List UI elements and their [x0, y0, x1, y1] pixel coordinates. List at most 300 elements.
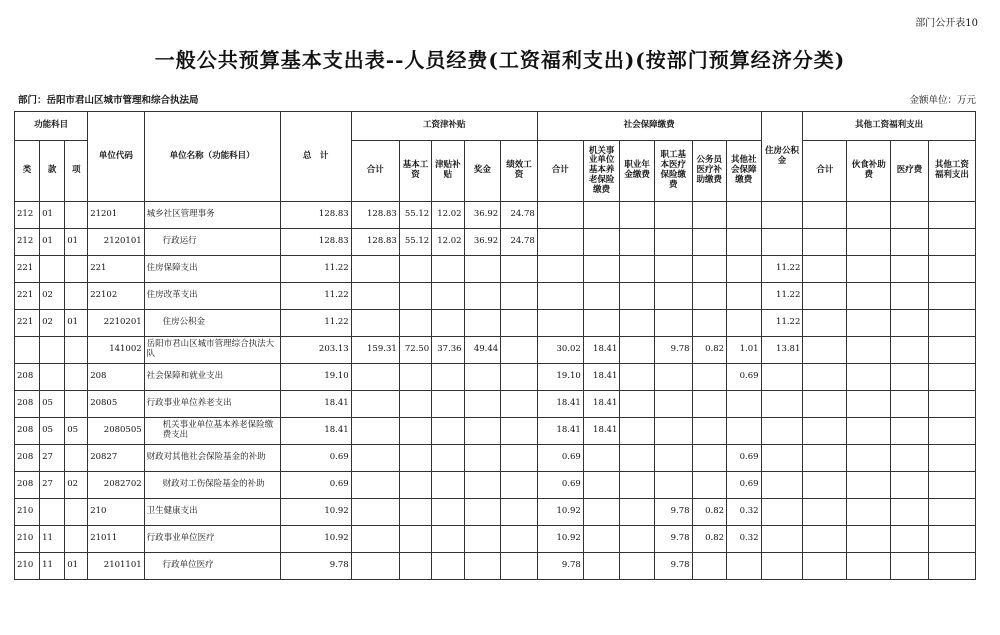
cell-medical: [654, 229, 692, 256]
cell-bonus: [464, 553, 501, 580]
header-lei: 类: [15, 141, 40, 202]
cell-lei: 208: [15, 364, 40, 391]
cell-performance: [501, 472, 538, 499]
cell-other-total: [803, 229, 847, 256]
cell-social-total: 30.02: [537, 337, 583, 364]
header-social-group: 社会保障缴费: [537, 112, 761, 141]
cell-kuan: 11: [40, 553, 65, 580]
cell-unit-name: 行政事业单位医疗: [144, 526, 280, 553]
cell-performance: 24.78: [501, 202, 538, 229]
cell-unit-name: 卫生健康支出: [144, 499, 280, 526]
cell-basic-wage: [399, 364, 431, 391]
cell-unit-code: 22102: [88, 283, 144, 310]
cell-civil-medical: [692, 310, 727, 337]
cell-other-social: 0.32: [727, 499, 762, 526]
cell-pension: 18.41: [583, 391, 620, 418]
cell-pension: [583, 553, 620, 580]
cell-other-welfare: [928, 472, 975, 499]
cell-performance: [501, 553, 538, 580]
cell-wage-total: [351, 445, 399, 472]
header-wage-group: 工资津补贴: [351, 112, 537, 141]
cell-kuan: 05: [40, 391, 65, 418]
cell-unit-code: 208: [88, 364, 144, 391]
cell-xiang: [65, 364, 88, 391]
cell-other-social: [727, 553, 762, 580]
cell-social-total: [537, 256, 583, 283]
budget-table: [14, 111, 976, 580]
cell-allowance: [432, 310, 464, 337]
cell-medical-fee: [891, 202, 929, 229]
cell-wage-total: [351, 391, 399, 418]
table-row: [15, 445, 976, 472]
cell-wage-total: [351, 310, 399, 337]
cell-basic-wage: [399, 310, 431, 337]
cell-unit-name: 行政运行: [144, 229, 280, 256]
cell-unit-name: 岳阳市君山区城市管理综合执法大队: [144, 337, 280, 364]
cell-medical-fee: [891, 526, 929, 553]
cell-bonus: [464, 364, 501, 391]
cell-bonus: 49.44: [464, 337, 501, 364]
cell-wage-total: 159.31: [351, 337, 399, 364]
cell-xiang: 05: [65, 418, 88, 445]
cell-other-welfare: [928, 283, 975, 310]
cell-medical: [654, 202, 692, 229]
cell-unit-code: 20827: [88, 445, 144, 472]
cell-basic-wage: [399, 553, 431, 580]
cell-bonus: [464, 499, 501, 526]
cell-annuity: [620, 445, 655, 472]
cell-civil-medical: 0.82: [692, 337, 727, 364]
cell-other-total: [803, 202, 847, 229]
cell-housing-fund: [761, 418, 803, 445]
cell-xiang: 02: [65, 472, 88, 499]
cell-other-social: 0.32: [727, 526, 762, 553]
cell-other-welfare: [928, 526, 975, 553]
cell-bonus: 36.92: [464, 229, 501, 256]
cell-meal: [847, 202, 891, 229]
table-row: [15, 229, 976, 256]
cell-housing-fund: [761, 526, 803, 553]
cell-allowance: 12.02: [432, 229, 464, 256]
cell-performance: [501, 499, 538, 526]
cell-wage-total: [351, 256, 399, 283]
header-other-total: 合计: [803, 141, 847, 202]
cell-allowance: 37.36: [432, 337, 464, 364]
cell-bonus: [464, 256, 501, 283]
cell-allowance: [432, 526, 464, 553]
cell-lei: 210: [15, 499, 40, 526]
cell-annuity: [620, 526, 655, 553]
cell-basic-wage: [399, 283, 431, 310]
cell-unit-name: 行政事业单位养老支出: [144, 391, 280, 418]
cell-housing-fund: 11.22: [761, 283, 803, 310]
cell-other-social: [727, 283, 762, 310]
cell-lei: 208: [15, 472, 40, 499]
cell-medical: [654, 310, 692, 337]
cell-pension: [583, 310, 620, 337]
cell-meal: [847, 256, 891, 283]
cell-housing-fund: [761, 445, 803, 472]
cell-other-social: [727, 391, 762, 418]
cell-wage-total: [351, 499, 399, 526]
cell-total: 203.13: [280, 337, 351, 364]
cell-lei: 210: [15, 553, 40, 580]
header-other-group: 其他工资福利支出: [803, 112, 976, 141]
cell-annuity: [620, 337, 655, 364]
page-title: 一般公共预算基本支出表--人员经费(工资福利支出)(按部门预算经济分类): [154, 48, 846, 72]
cell-performance: [501, 364, 538, 391]
cell-xiang: 01: [65, 553, 88, 580]
cell-basic-wage: 55.12: [399, 202, 431, 229]
cell-kuan: [40, 364, 65, 391]
cell-medical-fee: [891, 553, 929, 580]
cell-pension: [583, 526, 620, 553]
cell-xiang: 01: [65, 229, 88, 256]
cell-total: 18.41: [280, 391, 351, 418]
cell-kuan: [40, 256, 65, 283]
cell-basic-wage: [399, 445, 431, 472]
cell-social-total: 19.10: [537, 364, 583, 391]
cell-lei: 208: [15, 445, 40, 472]
cell-annuity: [620, 283, 655, 310]
cell-civil-medical: 0.82: [692, 526, 727, 553]
cell-meal: [847, 472, 891, 499]
cell-unit-code: 2080505: [88, 418, 144, 445]
cell-other-social: [727, 418, 762, 445]
cell-other-social: [727, 256, 762, 283]
cell-medical: [654, 391, 692, 418]
table-row: [15, 391, 976, 418]
cell-xiang: [65, 445, 88, 472]
header-unit-code: 单位代码: [88, 112, 144, 202]
header-civil-medical: 公务员医疗补助缴费: [692, 141, 727, 202]
cell-unit-name: 住房改革支出: [144, 283, 280, 310]
cell-xiang: [65, 337, 88, 364]
cell-bonus: [464, 526, 501, 553]
cell-allowance: [432, 553, 464, 580]
cell-medical: [654, 283, 692, 310]
cell-unit-name: 财政对工伤保险基金的补助: [144, 472, 280, 499]
cell-unit-name: 社会保障和就业支出: [144, 364, 280, 391]
cell-unit-code: 2101101: [88, 553, 144, 580]
cell-other-welfare: [928, 229, 975, 256]
table-row: [15, 526, 976, 553]
cell-annuity: [620, 364, 655, 391]
cell-other-total: [803, 499, 847, 526]
header-pension: 机关事业单位基本养老保险缴费: [583, 141, 620, 202]
cell-performance: [501, 526, 538, 553]
cell-lei: 210: [15, 526, 40, 553]
cell-annuity: [620, 256, 655, 283]
cell-allowance: [432, 445, 464, 472]
cell-housing-fund: 11.22: [761, 256, 803, 283]
cell-social-total: 0.69: [537, 472, 583, 499]
cell-medical-fee: [891, 445, 929, 472]
cell-other-total: [803, 418, 847, 445]
cell-medical-fee: [891, 229, 929, 256]
cell-other-welfare: [928, 310, 975, 337]
cell-other-total: [803, 310, 847, 337]
cell-social-total: [537, 229, 583, 256]
cell-unit-code: 21011: [88, 526, 144, 553]
cell-unit-name: 住房保障支出: [144, 256, 280, 283]
cell-allowance: 12.02: [432, 202, 464, 229]
cell-other-total: [803, 553, 847, 580]
cell-housing-fund: [761, 229, 803, 256]
cell-meal: [847, 229, 891, 256]
cell-pension: [583, 445, 620, 472]
cell-basic-wage: 72.50: [399, 337, 431, 364]
cell-lei: 208: [15, 391, 40, 418]
cell-pension: [583, 283, 620, 310]
cell-performance: [501, 445, 538, 472]
cell-meal: [847, 499, 891, 526]
cell-pension: [583, 202, 620, 229]
cell-lei: 221: [15, 256, 40, 283]
cell-unit-code: 141002: [88, 337, 144, 364]
cell-pension: [583, 472, 620, 499]
cell-meal: [847, 310, 891, 337]
cell-civil-medical: [692, 364, 727, 391]
cell-total: 0.69: [280, 472, 351, 499]
cell-wage-total: [351, 283, 399, 310]
cell-other-social: [727, 202, 762, 229]
department-label: 部门：岳阳市君山区城市管理和综合执法局: [18, 95, 199, 106]
cell-performance: 24.78: [501, 229, 538, 256]
cell-annuity: [620, 391, 655, 418]
cell-pension: 18.41: [583, 364, 620, 391]
header-medical: 职工基本医疗保险缴费: [654, 141, 692, 202]
cell-social-total: [537, 310, 583, 337]
cell-annuity: [620, 499, 655, 526]
cell-other-total: [803, 256, 847, 283]
cell-unit-code: 2210201: [88, 310, 144, 337]
cell-lei: 212: [15, 229, 40, 256]
cell-pension: [583, 229, 620, 256]
cell-wage-total: 128.83: [351, 229, 399, 256]
cell-kuan: 27: [40, 445, 65, 472]
cell-unit-name: 行政单位医疗: [144, 553, 280, 580]
cell-other-total: [803, 337, 847, 364]
cell-annuity: [620, 310, 655, 337]
header-performance: 绩效工资: [501, 141, 538, 202]
header-bonus: 奖金: [464, 141, 501, 202]
header-housing-fund: 住房公积金: [761, 112, 803, 202]
cell-total: 10.92: [280, 499, 351, 526]
cell-other-total: [803, 526, 847, 553]
cell-medical-fee: [891, 337, 929, 364]
cell-annuity: [620, 229, 655, 256]
cell-total: 128.83: [280, 202, 351, 229]
cell-basic-wage: [399, 472, 431, 499]
cell-xiang: [65, 202, 88, 229]
cell-unit-code: 221: [88, 256, 144, 283]
cell-meal: [847, 391, 891, 418]
cell-other-welfare: [928, 418, 975, 445]
cell-medical: [654, 256, 692, 283]
cell-bonus: [464, 310, 501, 337]
cell-unit-code: 2082702: [88, 472, 144, 499]
cell-medical: [654, 472, 692, 499]
cell-wage-total: [351, 526, 399, 553]
cell-total: 11.22: [280, 256, 351, 283]
cell-lei: [15, 337, 40, 364]
cell-kuan: [40, 499, 65, 526]
cell-civil-medical: [692, 256, 727, 283]
cell-total: 11.22: [280, 283, 351, 310]
cell-annuity: [620, 553, 655, 580]
cell-unit-code: 20805: [88, 391, 144, 418]
cell-other-welfare: [928, 391, 975, 418]
cell-kuan: 05: [40, 418, 65, 445]
cell-other-total: [803, 445, 847, 472]
cell-allowance: [432, 256, 464, 283]
table-row: [15, 337, 976, 364]
cell-medical: [654, 364, 692, 391]
cell-basic-wage: [399, 499, 431, 526]
cell-medical-fee: [891, 499, 929, 526]
cell-civil-medical: 0.82: [692, 499, 727, 526]
cell-other-welfare: [928, 337, 975, 364]
cell-other-social: 0.69: [727, 445, 762, 472]
cell-civil-medical: [692, 418, 727, 445]
cell-xiang: [65, 283, 88, 310]
cell-medical: 9.78: [654, 337, 692, 364]
cell-social-total: 10.92: [537, 526, 583, 553]
cell-meal: [847, 364, 891, 391]
cell-medical: 9.78: [654, 499, 692, 526]
cell-social-total: 18.41: [537, 418, 583, 445]
header-other-social: 其他社会保障缴费: [727, 141, 762, 202]
header-meal: 伙食补助费: [847, 141, 891, 202]
cell-lei: 221: [15, 283, 40, 310]
cell-social-total: 0.69: [537, 445, 583, 472]
cell-medical-fee: [891, 256, 929, 283]
cell-wage-total: [351, 472, 399, 499]
cell-performance: [501, 256, 538, 283]
header-basic-wage: 基本工资: [399, 141, 431, 202]
cell-medical: 9.78: [654, 526, 692, 553]
cell-meal: [847, 418, 891, 445]
cell-bonus: [464, 418, 501, 445]
cell-housing-fund: 13.81: [761, 337, 803, 364]
cell-other-welfare: [928, 499, 975, 526]
cell-housing-fund: [761, 472, 803, 499]
cell-social-total: 18.41: [537, 391, 583, 418]
cell-medical-fee: [891, 364, 929, 391]
table-row: [15, 499, 976, 526]
table-row: [15, 553, 976, 580]
cell-housing-fund: [761, 391, 803, 418]
cell-annuity: [620, 472, 655, 499]
cell-other-social: [727, 229, 762, 256]
cell-meal: [847, 445, 891, 472]
cell-social-total: [537, 202, 583, 229]
header-total: 总 计: [280, 112, 351, 202]
cell-bonus: [464, 472, 501, 499]
cell-total: 10.92: [280, 526, 351, 553]
cell-total: 128.83: [280, 229, 351, 256]
cell-basic-wage: [399, 256, 431, 283]
cell-civil-medical: [692, 472, 727, 499]
cell-unit-code: 21201: [88, 202, 144, 229]
cell-civil-medical: [692, 553, 727, 580]
cell-bonus: 36.92: [464, 202, 501, 229]
cell-total: 9.78: [280, 553, 351, 580]
cell-housing-fund: 11.22: [761, 310, 803, 337]
cell-performance: [501, 418, 538, 445]
cell-medical-fee: [891, 283, 929, 310]
cell-pension: 18.41: [583, 418, 620, 445]
cell-allowance: [432, 499, 464, 526]
cell-unit-code: 210: [88, 499, 144, 526]
cell-xiang: [65, 391, 88, 418]
cell-other-social: [727, 310, 762, 337]
cell-housing-fund: [761, 202, 803, 229]
cell-performance: [501, 391, 538, 418]
cell-total: 11.22: [280, 310, 351, 337]
cell-lei: 212: [15, 202, 40, 229]
table-row: [15, 202, 976, 229]
header-wage-total: 合计: [351, 141, 399, 202]
cell-basic-wage: [399, 418, 431, 445]
cell-social-total: 9.78: [537, 553, 583, 580]
cell-unit-name: 财政对其他社会保险基金的补助: [144, 445, 280, 472]
cell-other-total: [803, 283, 847, 310]
cell-kuan: 27: [40, 472, 65, 499]
header-func-subject: 功能科目: [15, 112, 88, 141]
cell-kuan: 11: [40, 526, 65, 553]
cell-other-welfare: [928, 202, 975, 229]
cell-total: 0.69: [280, 445, 351, 472]
header-row-1: [15, 112, 976, 141]
cell-unit-name: 机关事业单位基本养老保险缴费支出: [144, 418, 280, 445]
cell-civil-medical: [692, 229, 727, 256]
cell-other-welfare: [928, 553, 975, 580]
cell-xiang: 01: [65, 310, 88, 337]
cell-civil-medical: [692, 391, 727, 418]
cell-kuan: 02: [40, 283, 65, 310]
cell-wage-total: 128.83: [351, 202, 399, 229]
cell-lei: 221: [15, 310, 40, 337]
cell-other-social: 0.69: [727, 472, 762, 499]
amount-unit-label: 金额单位：万元: [909, 95, 976, 106]
table-row: [15, 283, 976, 310]
table-number-label: 部门公开表10: [915, 18, 978, 29]
header-social-total: 合计: [537, 141, 583, 202]
cell-medical-fee: [891, 391, 929, 418]
cell-civil-medical: [692, 202, 727, 229]
cell-basic-wage: [399, 391, 431, 418]
cell-total: 19.10: [280, 364, 351, 391]
cell-pension: 18.41: [583, 337, 620, 364]
cell-bonus: [464, 391, 501, 418]
cell-medical-fee: [891, 418, 929, 445]
cell-annuity: [620, 418, 655, 445]
cell-wage-total: [351, 364, 399, 391]
cell-kuan: 02: [40, 310, 65, 337]
cell-xiang: [65, 499, 88, 526]
cell-allowance: [432, 472, 464, 499]
cell-social-total: 10.92: [537, 499, 583, 526]
cell-other-welfare: [928, 445, 975, 472]
cell-meal: [847, 283, 891, 310]
cell-medical: [654, 445, 692, 472]
cell-medical-fee: [891, 472, 929, 499]
header-annuity: 职业年金缴费: [620, 141, 655, 202]
cell-xiang: [65, 256, 88, 283]
header-other-welfare: 其他工资福利支出: [928, 141, 975, 202]
